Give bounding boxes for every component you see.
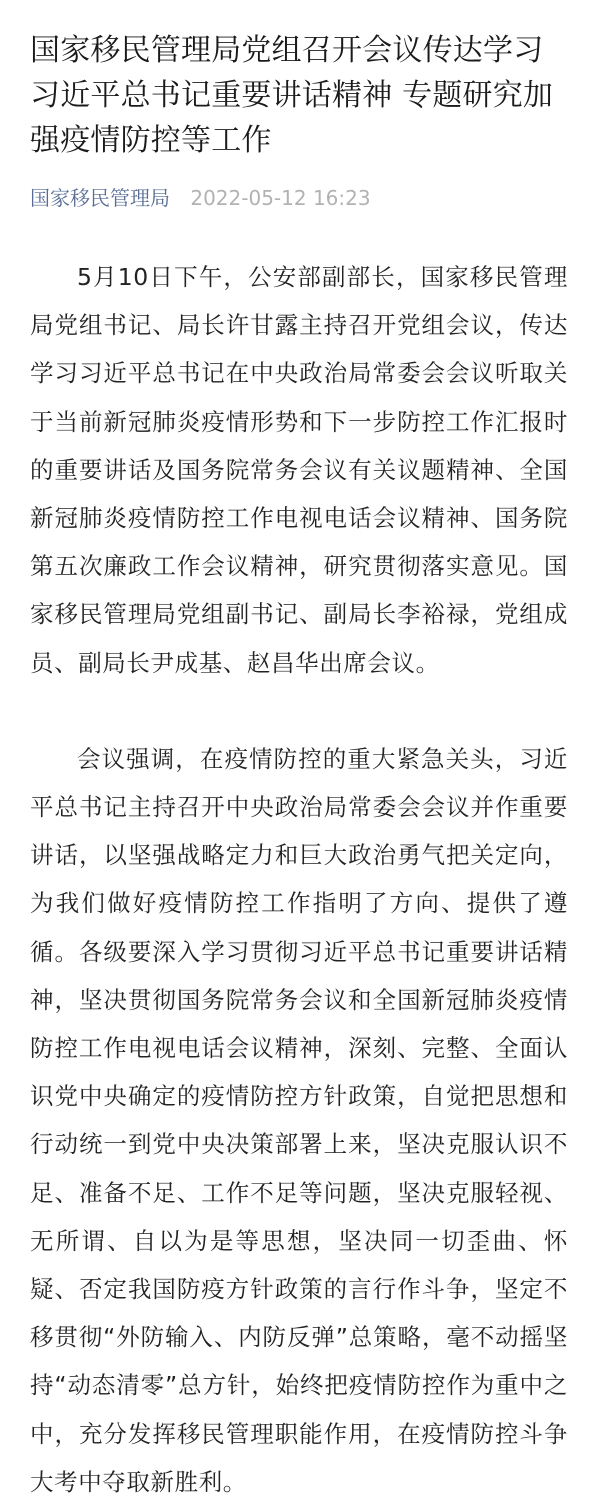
article-title: 国家移民管理局党组召开会议传达学习习近平总书记重要讲话精神 专题研究加强疫情防控等工作: [30, 33, 554, 158]
article-body: [30, 253, 568, 1506]
publish-time: 2022-05-12 16:23: [190, 186, 371, 210]
article-source-link[interactable]: 国家移民管理局: [30, 186, 170, 210]
article-paragraph: 5月10日下午，公安部副部长，国家移民管理局党组书记、局长许甘露主持召开党组会议，传达学习习近平总书记在中央政治局常委会会议听取关于当前新冠肺炎疫情形势和下一步防控工作汇报时的重要讲话及国务院常务会议有关议题精神、全国新冠肺炎疫情防控工作电视电话会议精神、国务院第五次廉政工作会议精神，研究贯彻落实意见。国家移民管理局党组副书记、副局长李裕禄，党组成员、副局长尹成基、赵昌华出席会议。: [30, 263, 568, 677]
article-paragraph: 会议强调，在疫情防控的重大紧急关头，习近平总书记主持召开中央政治局常委会会议并作重要讲话，以坚强战略定力和巨大政治勇气把关定向，为我们做好疫情防控工作指明了方向、提供了遵循。各级要深入学习贯彻习近平总书记重要讲话精神，坚决贯彻国务院常务会议和全国新冠肺炎疫情防控工作电视电话会议精神，深刻、完整、全面认识党中央确定的疫情防控方针政策，自觉把思想和行动统一到党中央决策部署上来，坚决克服认识不足、准备不足、工作不足等问题，坚决克服轻视、无所谓、自以为是等思想，坚决同一切歪曲、怀疑、否定我国防疫方针政策的言行作斗争，坚定不移贯彻“外防输入、内防反弹”总策略，毫不动摇坚持“动态清零”总方针，始终把疫情防控作为重中之中，充分发挥移民管理职能作用，在疫情防控斗争大考中夺取新胜利。: [30, 744, 568, 1496]
article-meta: [30, 181, 568, 215]
